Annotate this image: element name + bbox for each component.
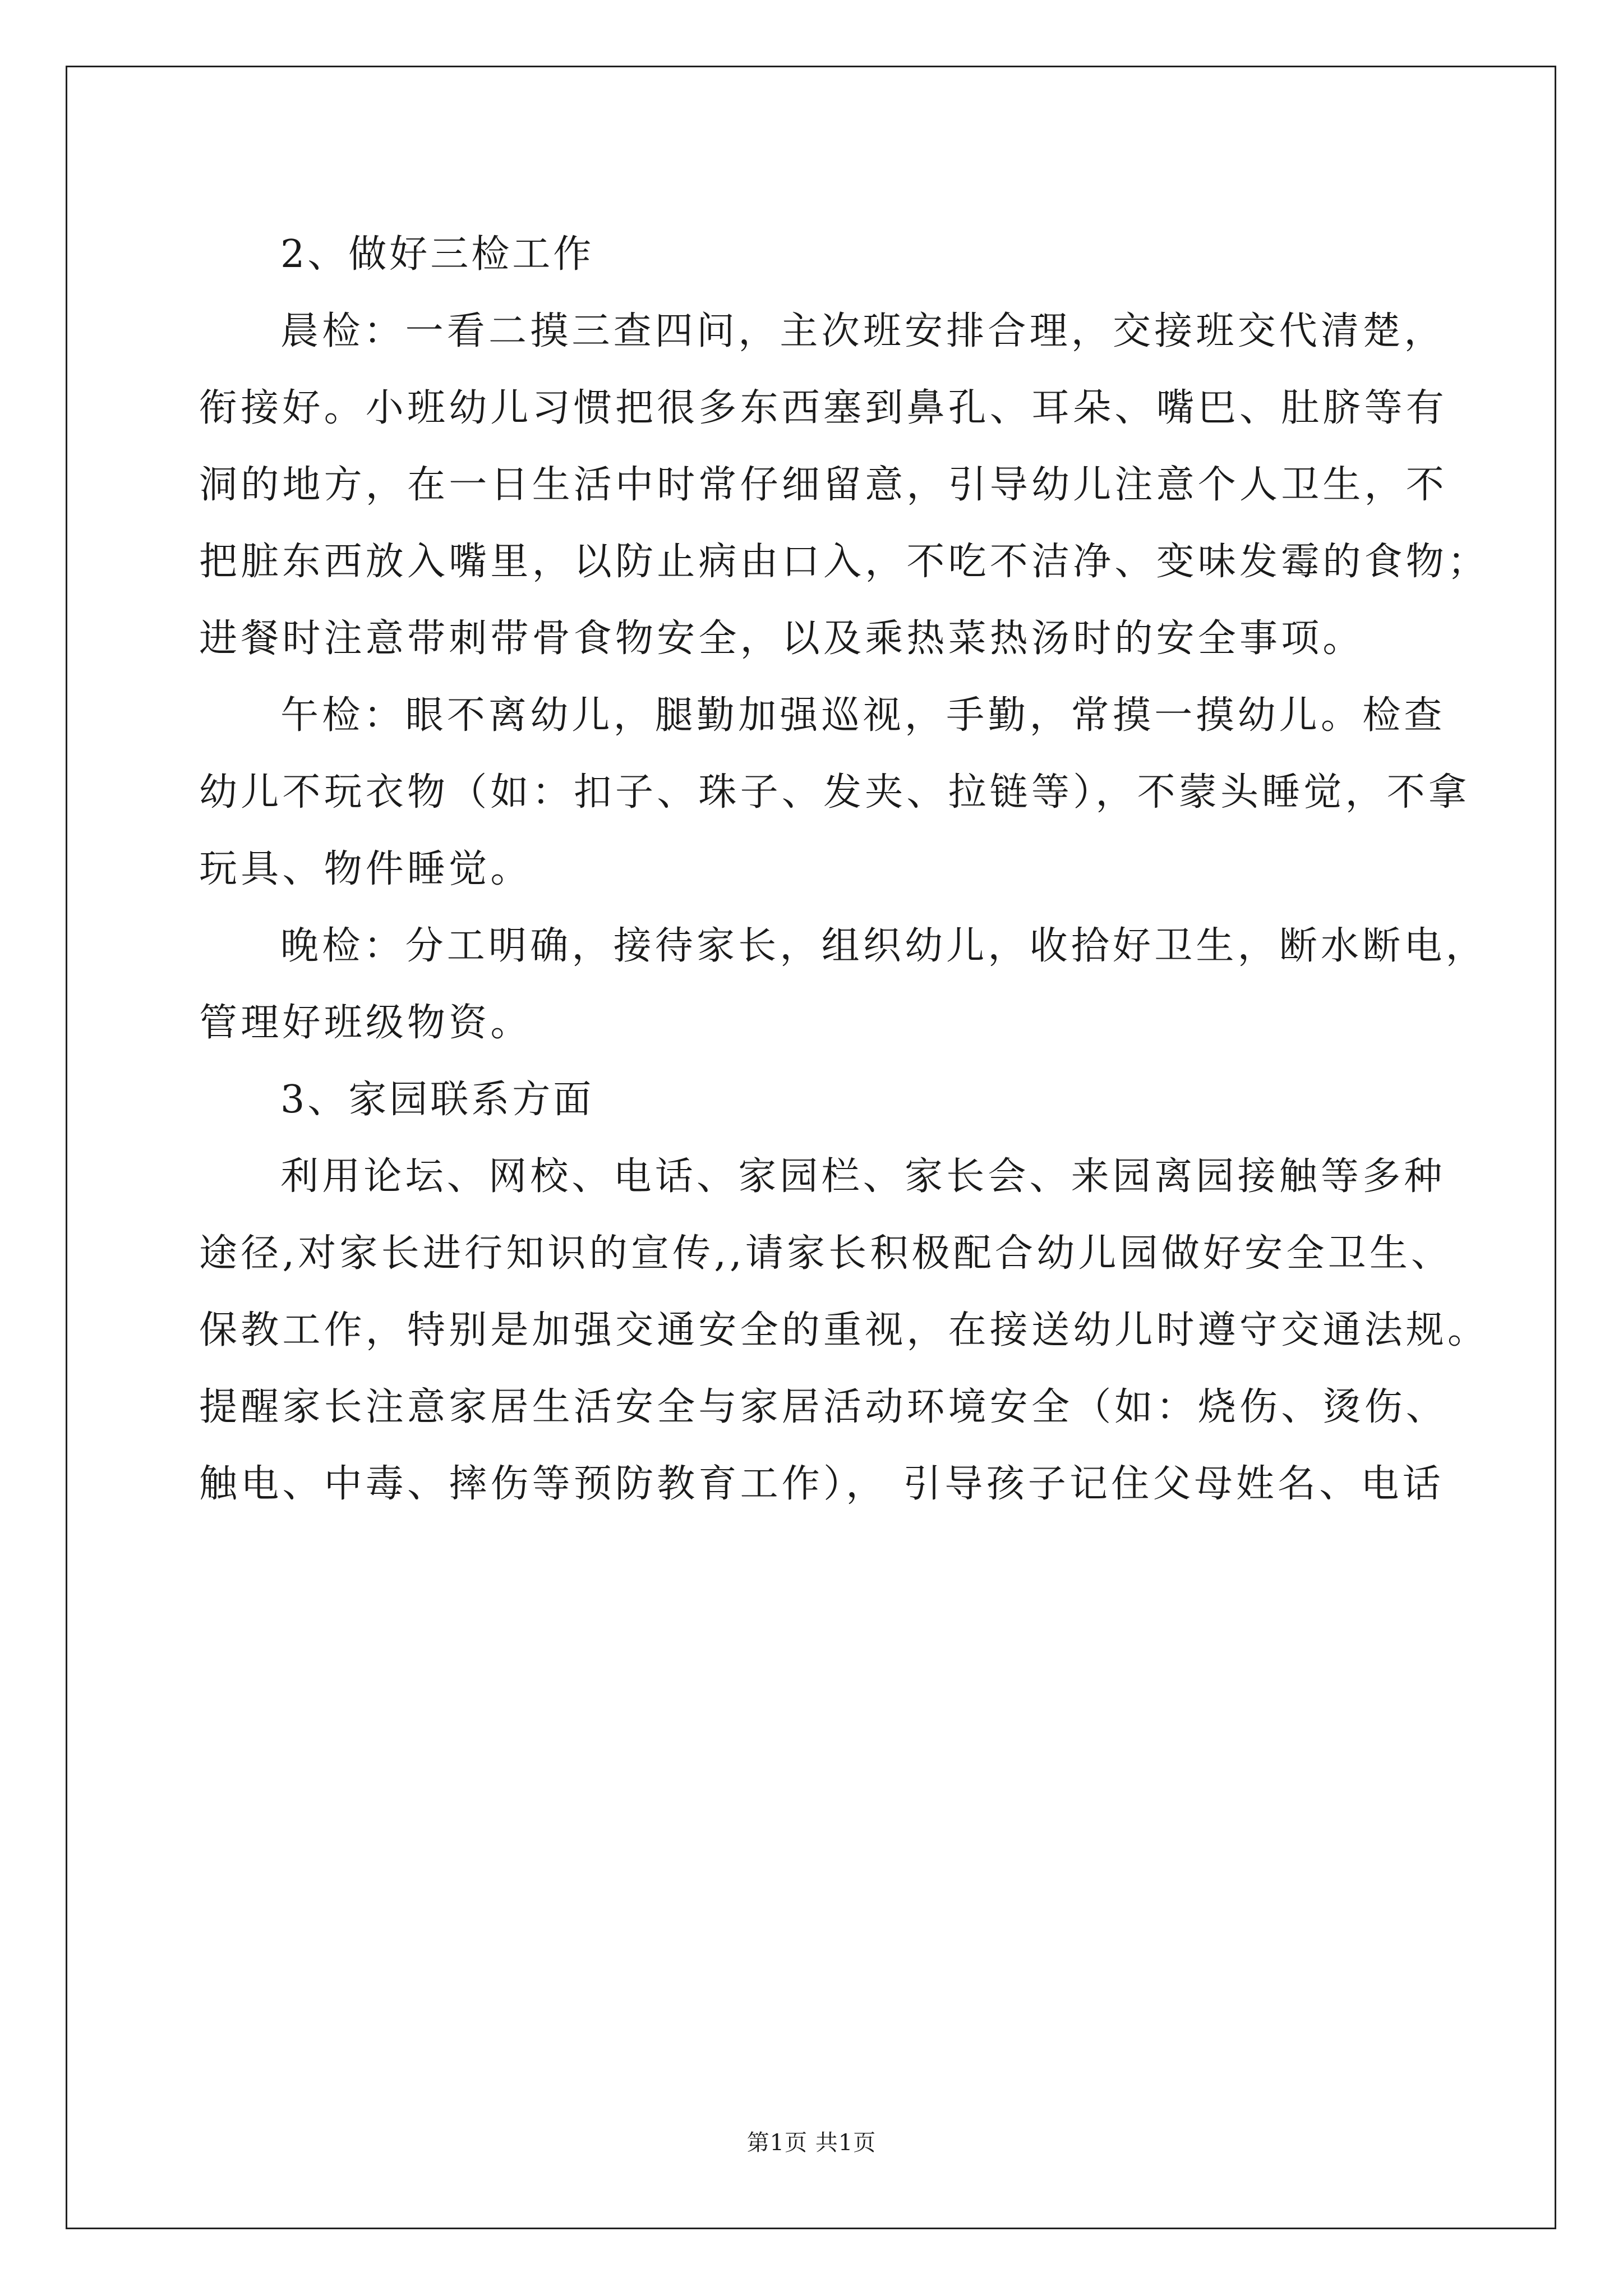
- paragraph-line: 管理好班级物资。: [199, 1001, 532, 1045]
- paragraph-line: 衔接好。小班幼儿习惯把很多东西塞到鼻孔、耳朵、嘴巴、肚脐等有: [199, 386, 1448, 430]
- page-footer: 第1页 共1页: [746, 2130, 877, 2156]
- paragraph-line: 途径,对家长进行知识的宣传,,请家长积极配合幼儿园做好安全卫生、: [199, 1231, 1453, 1276]
- paragraph-line: 把脏东西放入嘴里，以防止病由口入，不吃不洁净、变味发霉的食物；: [199, 540, 1490, 584]
- paragraph-line: 利用论坛、网校、电话、家园栏、家长会、来园离园接触等多种: [280, 1154, 1446, 1199]
- document-body: [199, 216, 1490, 1522]
- paragraph-line: 幼儿不玩衣物（如：扣子、珠子、发夹、拉链等），不蒙头睡觉，不拿: [199, 770, 1470, 815]
- paragraph-line: 晚检：分工明确，接待家长，组织幼儿，收拾好卫生，断水断电，: [280, 924, 1487, 968]
- paragraph-line: 提醒家长注意家居生活安全与家居活动环境安全（如：烧伤、烫伤、: [199, 1385, 1448, 1429]
- section-heading: 2、做好三检工作: [280, 232, 594, 277]
- paragraph-line: 洞的地方，在一日生活中时常仔细留意，引导幼儿注意个人卫生，不: [199, 463, 1448, 507]
- paragraph-line: 保教工作，特别是加强交通安全的重视，在接送幼儿时遵守交通法规。: [199, 1308, 1490, 1352]
- section-heading: 3、家园联系方面: [280, 1078, 594, 1122]
- paragraph-line: 进餐时注意带刺带骨食物安全，以及乘热菜热汤时的安全事项。: [199, 616, 1364, 661]
- paragraph-line: 玩具、物件睡觉。: [199, 847, 532, 891]
- paragraph-line: 触电、中毒、摔伤等预防教育工作）， 引导孩子记住父母姓名、电话: [199, 1462, 1444, 1506]
- paragraph-line: 晨检：一看二摸三查四问，主次班安排合理，交接班交代清楚，: [280, 309, 1446, 353]
- paragraph-line: 午检：眼不离幼儿，腿勤加强巡视，手勤，常摸一摸幼儿。检查: [280, 693, 1446, 738]
